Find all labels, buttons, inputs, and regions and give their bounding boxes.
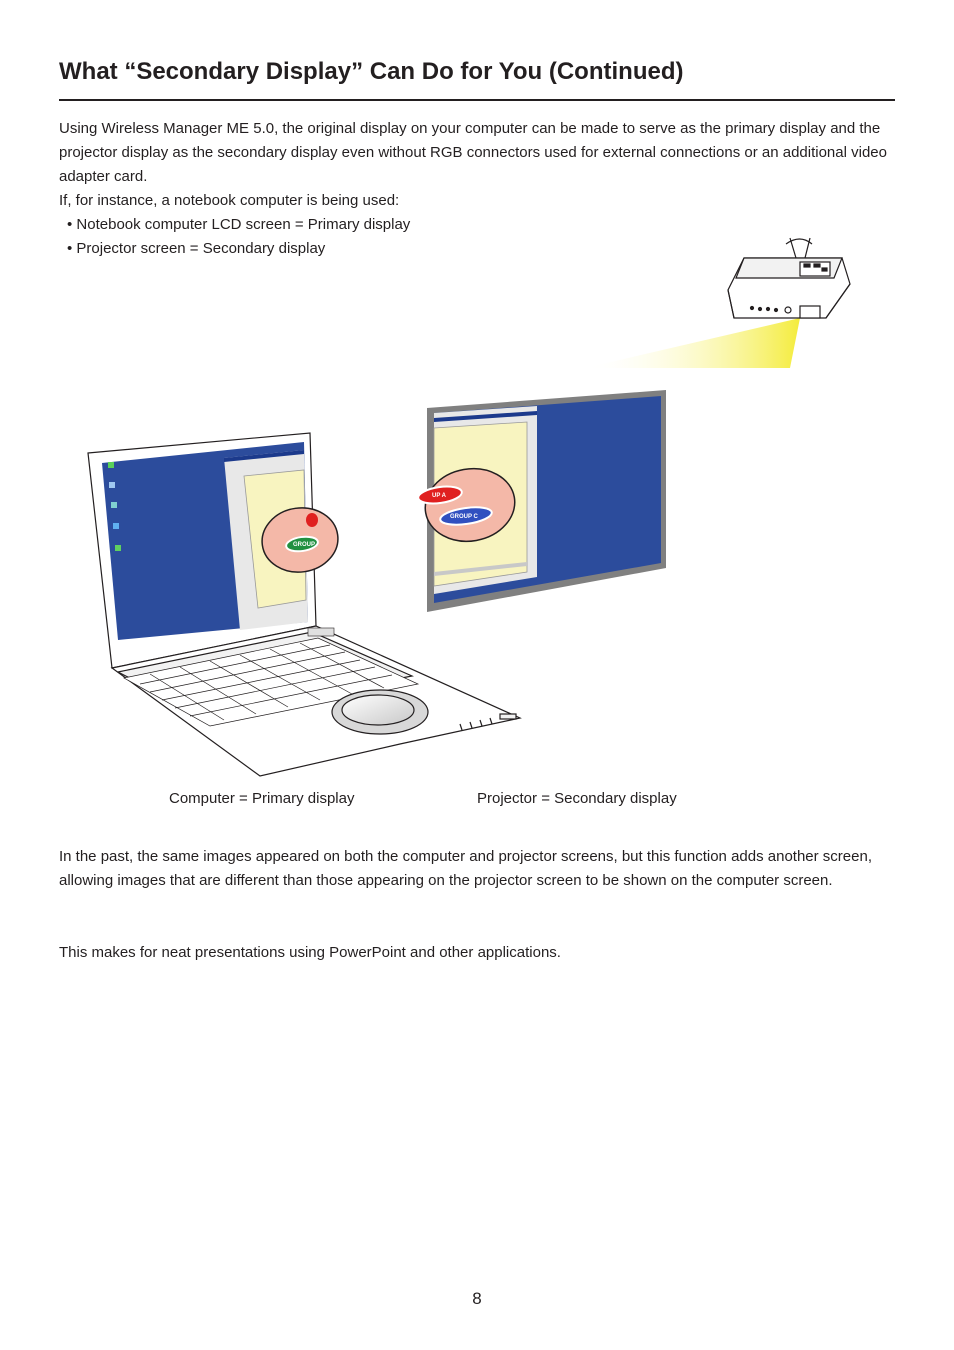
bullet-secondary: • Projector screen = Secondary display [67,240,326,257]
display-illustration [0,230,954,790]
projector-beam [585,318,800,368]
bullet-primary: • Notebook computer LCD screen = Primary display [67,216,411,233]
neat-paragraph: This makes for neat presentations using PowerPoint and other applications. [59,944,561,961]
instance-line: If, for instance, a notebook computer is being used: [59,192,400,209]
group-a-label: UP A [432,493,447,499]
group-c-label: GROUP C [450,514,478,520]
group-laptop-label: GROUP [293,542,316,548]
title-divider [59,99,895,101]
page-number: 8 [472,1289,482,1308]
projector-device [728,238,850,318]
projected-screen [417,390,666,612]
projector-caption: Projector = Secondary display [477,790,677,807]
past-paragraph: In the past, the same images appeared on both the computer and projector screens, but this function adds another screen, allowing images that are different than those appearing on the projector screen to be shown on the computer screen. [59,848,872,889]
computer-caption: Computer = Primary display [169,790,355,807]
page-title: What “Secondary Display” Can Do for You (Continued) [59,58,684,85]
intro-paragraph: Using Wireless Manager ME 5.0, the original display on your computer can be made to serve as the primary display and the projector display as the secondary display even without RGB connectors used for external connections or an additional video adapter card. [59,120,887,185]
